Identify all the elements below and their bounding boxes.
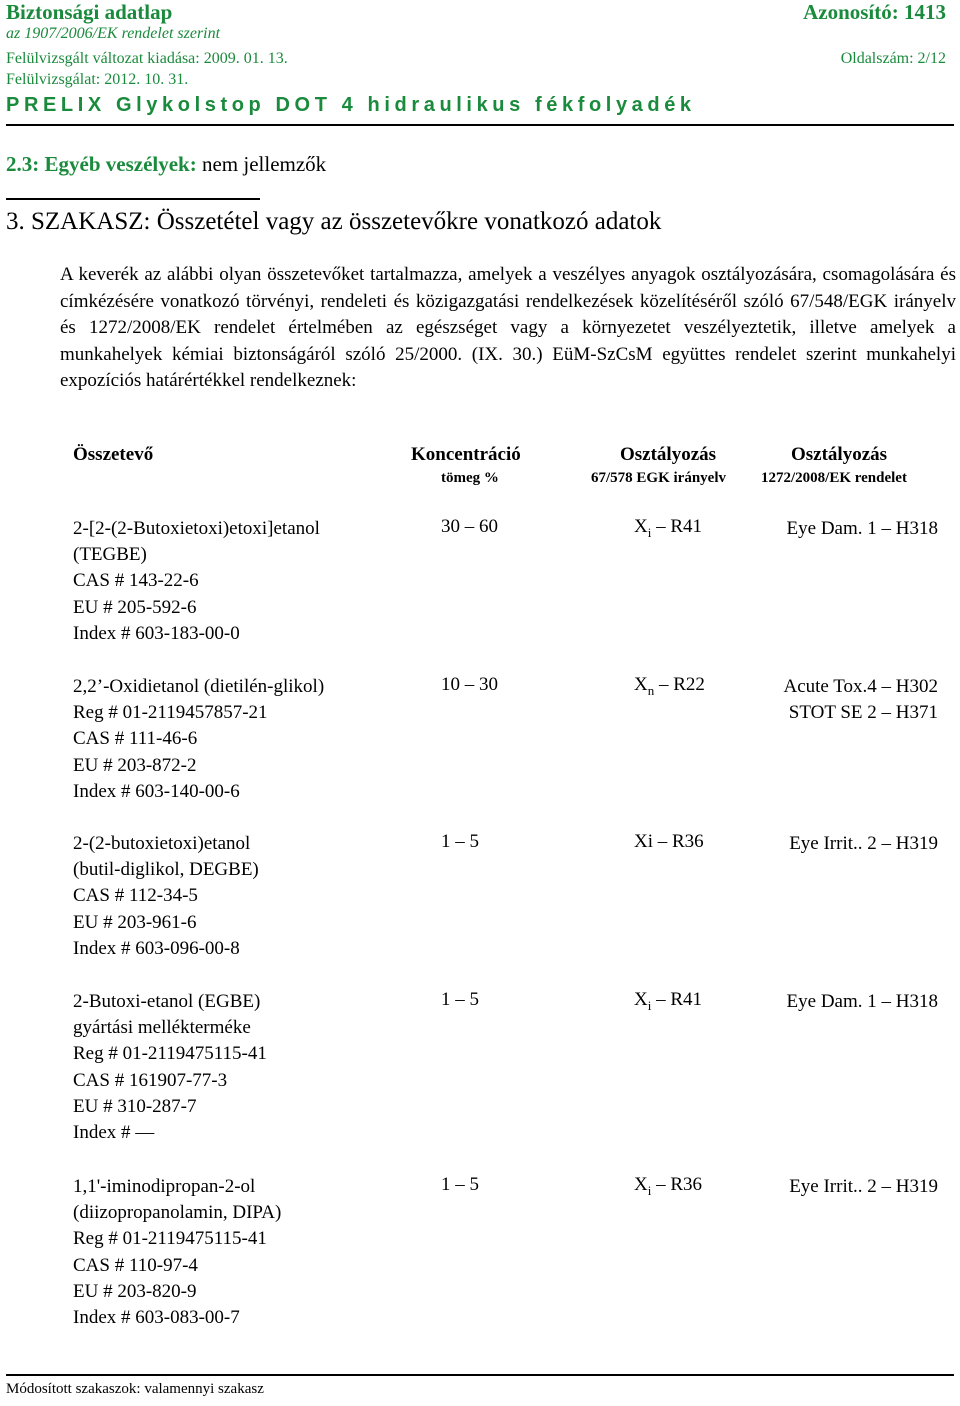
- header-concentration: Koncentráció: [411, 444, 521, 465]
- header-concentration-unit: tömeg %: [441, 470, 499, 486]
- header-component: Összetevő: [73, 444, 154, 465]
- component-classification-1: [634, 516, 702, 541]
- class1-phrase: – R22: [654, 674, 705, 695]
- component-name: 1,1'-iminodipropan-2-ol (diizopropanolamin, DIPA) Reg # 01-2119475115-41 CAS # 110-97-4 EU # 203-820-9 Index # 603-083-00-7: [73, 1176, 282, 1329]
- component-concentration: 1 – 5: [441, 1174, 479, 1195]
- component-concentration: 1 – 5: [441, 989, 479, 1010]
- component-classification-2: Acute Tox.4 – H302 STOT SE 2 – H371: [783, 676, 938, 724]
- header-classification-2-sub: 1272/2008/EK rendelet: [761, 470, 907, 486]
- component-concentration: 10 – 30: [441, 674, 498, 695]
- component-name: 2,2’-Oxidietanol (dietilén-glikol) Reg # 01-2119457857-21 CAS # 111-46-6 EU # 203-872-2 Index # 603-140-00-6: [73, 676, 325, 802]
- class1-phrase: – R41: [651, 516, 703, 537]
- class1-symbol-sub: i: [647, 997, 652, 1013]
- section-3-rule: [6, 198, 260, 200]
- section-3-title: 3. SZAKASZ: Összetétel vagy az összetevőkre vonatkozó adatok: [6, 208, 662, 235]
- component-classification-1: [634, 1174, 702, 1199]
- class1-phrase: – R36: [653, 831, 704, 852]
- section-2-3-value: nem jellemzők: [201, 152, 327, 176]
- component-concentration: 1 – 5: [441, 831, 479, 852]
- product-name: PRELIX Glykolstop DOT 4 hidraulikus fékfolyadék: [6, 94, 696, 116]
- component-classification-2: Eye Dam. 1 – H318: [786, 991, 938, 1012]
- class1-symbol-sub: i: [647, 1182, 652, 1198]
- revised-issue-date: Felülvizsgált változat kiadása: 2009. 01. 13.: [6, 50, 288, 67]
- class1-symbol: X: [634, 516, 648, 537]
- component-classification-1: [634, 674, 705, 699]
- class1-symbol: X: [634, 674, 648, 695]
- document-title: Biztonsági adatlap: [6, 0, 173, 24]
- component-name: 2-(2-butoxietoxi)etanol (butil-diglikol, DEGBE) CAS # 112-34-5 EU # 203-961-6 Index # 603-096-00-8: [73, 833, 259, 959]
- component-name: 2-Butoxi-etanol (EGBE) gyártási mellékterméke Reg # 01-2119475115-41 CAS # 161907-77-3 EU # 310-287-7 Index # ––: [73, 991, 267, 1144]
- document-id: Azonosító: 1413: [803, 0, 946, 24]
- component-classification-1: [634, 831, 704, 856]
- component-classification-1: [634, 989, 702, 1014]
- class1-symbol: X: [634, 1174, 648, 1195]
- footer-divider: [6, 1374, 954, 1376]
- header-divider: [6, 124, 954, 126]
- header-classification-1: Osztályozás: [620, 444, 717, 465]
- class1-symbol: X: [634, 989, 648, 1010]
- section-2-3: [6, 152, 326, 177]
- component-concentration: 30 – 60: [441, 516, 498, 537]
- class1-symbol-sub: n: [647, 682, 655, 698]
- class1-symbol-sub: i: [647, 524, 652, 540]
- section-3-intro: A keverék az alábbi olyan összetevőket tartalmazza, amelyek a veszélyes anyagok osztályozására, csomagolására és címkézésére vonatkozó törvényi, rendeleti és közigazgatási rendelkezések közelítéséről szóló 67/548/EGK irányelv és 1272/2008/EK rendelet értelmében az egészséget vagy a környezetet veszélyeztetik, illetve amelyek a munkahelyek kémiai biztonságáról szóló 25/2000. (IX. 30.) EüM-SzCsM együttes rendelet szerint munkahelyi expozíciós határértékkel rendelkeznek:: [60, 264, 956, 391]
- section-2-3-label: 2.3: Egyéb veszélyek:: [6, 152, 197, 176]
- component-classification-2: Eye Irrit.. 2 – H319: [789, 833, 938, 854]
- class1-phrase: – R36: [651, 1174, 703, 1195]
- page-number: Oldalszám: 2/12: [840, 50, 946, 67]
- component-classification-2: Eye Dam. 1 – H318: [786, 518, 938, 539]
- regulation-reference: az 1907/2006/EK rendelet szerint: [6, 25, 221, 42]
- footer-note: Módosított szakaszok: valamennyi szakasz: [6, 1381, 264, 1397]
- header-classification-1-sub: 67/578 EGK irányelv: [591, 470, 726, 486]
- component-classification-2: Eye Irrit.. 2 – H319: [789, 1176, 938, 1197]
- revision-date: Felülvizsgálat: 2012. 10. 31.: [6, 71, 189, 88]
- class1-symbol: Xi: [634, 831, 653, 852]
- class1-phrase: – R41: [651, 989, 703, 1010]
- component-name: 2-[2-(2-Butoxietoxi)etoxi]etanol (TEGBE) CAS # 143-22-6 EU # 205-592-6 Index # 603-183-00-0: [73, 518, 320, 644]
- header-classification-2: Osztályozás: [791, 444, 888, 465]
